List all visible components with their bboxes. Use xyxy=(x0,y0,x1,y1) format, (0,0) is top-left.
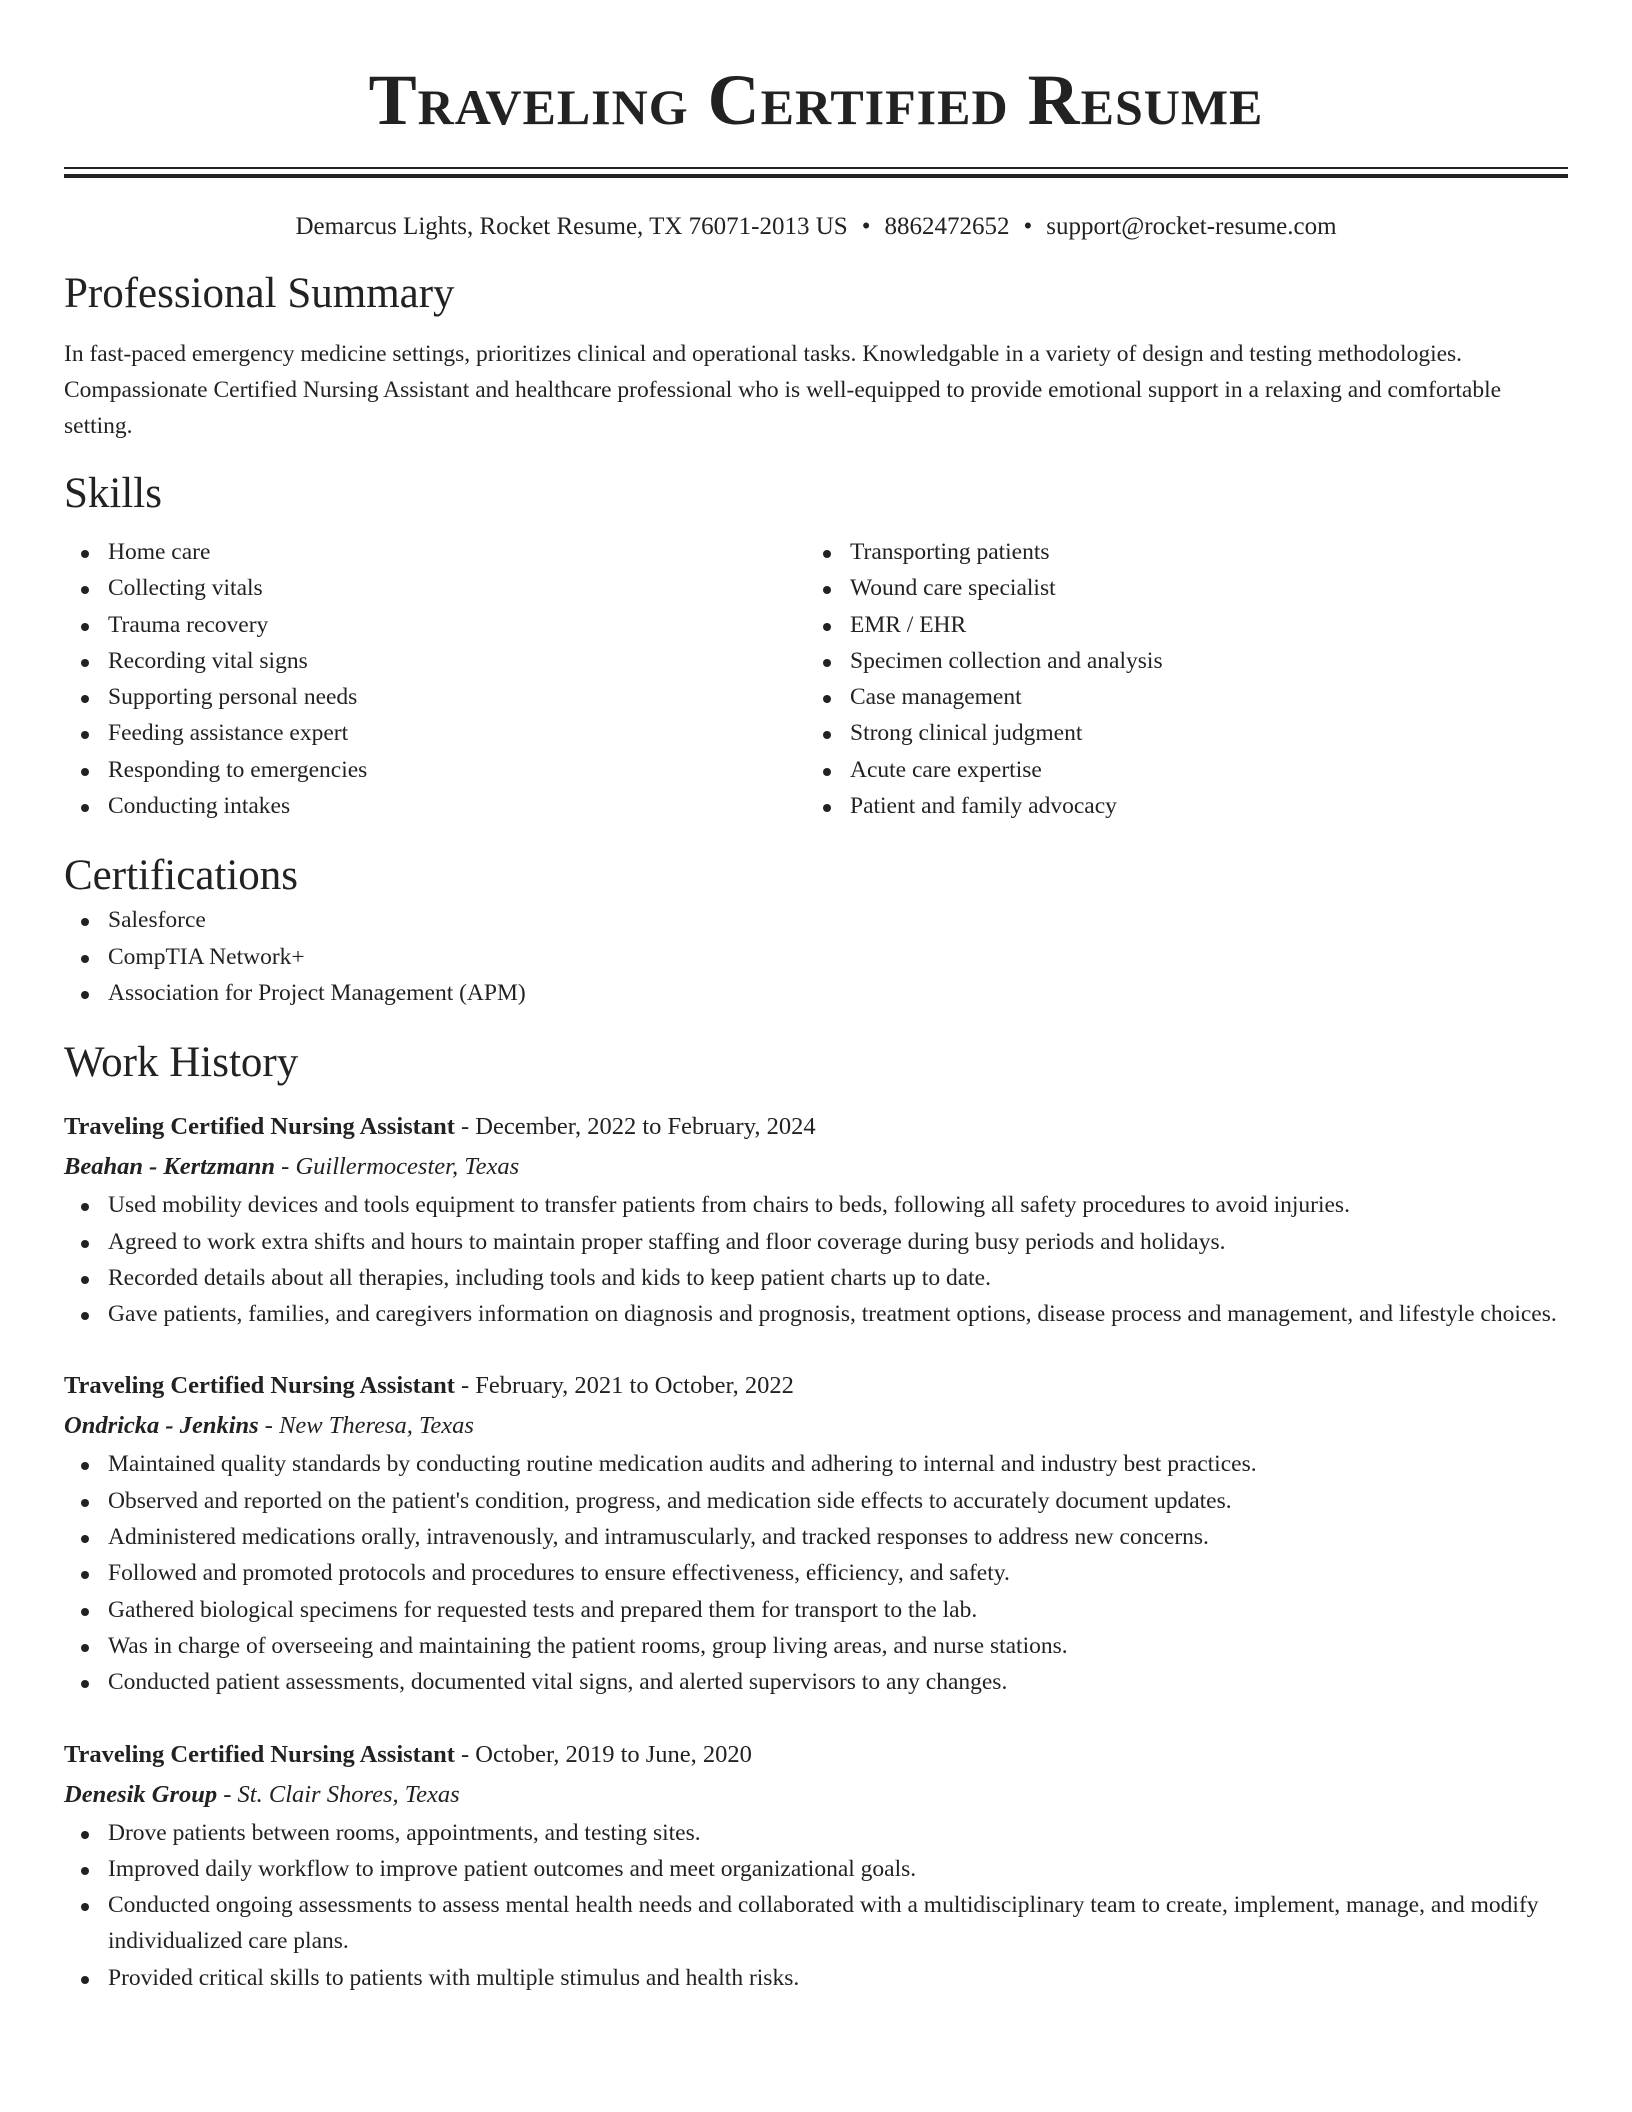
contact-phone: 8862472652 xyxy=(884,213,1010,240)
contact-address: Demarcus Lights, Rocket Resume, TX 76071-2013 US xyxy=(295,213,848,240)
job-dates: - October, 2019 to June, 2020 xyxy=(454,1740,752,1768)
job-duty-item: Conducted patient assessments, documented vital signs, and alerted supervisors to any changes. xyxy=(64,1664,1568,1700)
job-company: Beahan - Kertzmann xyxy=(64,1153,276,1181)
skill-item: Feeding assistance expert xyxy=(64,715,806,751)
title-divider-thin xyxy=(64,167,1568,169)
work-history-heading: Work History xyxy=(64,1039,299,1087)
job-duty-item: Used mobility devices and tools equipment to transfer patients from chairs to beds, following all safety procedures to avoid injuries. xyxy=(64,1187,1568,1223)
job-duty-item: Recorded details about all therapies, including tools and kids to keep patient charts up to date. xyxy=(64,1260,1568,1296)
skill-item: Supporting personal needs xyxy=(64,679,806,715)
job-duty-item: Agreed to work extra shifts and hours to maintain proper staffing and floor coverage during busy periods and holidays. xyxy=(64,1224,1568,1260)
job-company: Ondricka - Jenkins xyxy=(64,1412,259,1440)
job-title-line xyxy=(64,1735,1568,1775)
certification-item: Salesforce xyxy=(64,902,1568,938)
job-dates: - December, 2022 to February, 2024 xyxy=(454,1113,816,1141)
job-entry xyxy=(64,1366,1568,1700)
certifications-heading: Certifications xyxy=(64,852,299,900)
contact-separator: • xyxy=(1023,213,1033,240)
skill-item: Conducting intakes xyxy=(64,788,806,824)
job-location: - St. Clair Shores, Texas xyxy=(217,1780,460,1808)
skill-item: Strong clinical judgment xyxy=(806,715,1548,751)
skills-heading: Skills xyxy=(64,470,162,517)
skill-item: Trauma recovery xyxy=(64,607,806,643)
certification-item: CompTIA Network+ xyxy=(64,939,1568,975)
job-company: Denesik Group xyxy=(64,1780,218,1808)
summary-text: In fast-paced emergency medicine settings, prioritizes clinical and operational tasks. Knowledgable in a variety of design and testing methodologies. Compassionate Certified Nursing Assistant and healthcare professional who is well-equipped to provide emotional support in a relaxing and comfortable setting. xyxy=(64,341,1502,439)
job-duty-item: Gave patients, families, and caregivers information on diagnosis and prognosis, treatment options, disease process and management, and lifestyle choices. xyxy=(64,1296,1568,1332)
skills-column-right xyxy=(806,534,1548,824)
certification-item: Association for Project Management (APM) xyxy=(64,975,1568,1011)
job-title: Traveling Certified Nursing Assistant xyxy=(64,1740,455,1768)
certifications-section xyxy=(64,850,1568,1011)
job-title: Traveling Certified Nursing Assistant xyxy=(64,1372,455,1400)
job-duty-item: Observed and reported on the patient's condition, progress, and medication side effects to accurately document updates. xyxy=(64,1483,1568,1519)
resume-page xyxy=(64,0,1568,1996)
skill-item: Transporting patients xyxy=(806,534,1548,570)
job-duty-item: Administered medications orally, intravenously, and intramuscularly, and tracked responses to address new concerns. xyxy=(64,1519,1568,1555)
contact-separator: • xyxy=(861,213,871,240)
job-company-line xyxy=(64,1775,1568,1815)
skills-column-left xyxy=(64,534,806,824)
job-duty-item: Provided critical skills to patients with multiple stimulus and health risks. xyxy=(64,1960,1568,1996)
job-duty-item: Conducted ongoing assessments to assess mental health needs and collaborated with a multidisciplinary team to create, implement, manage, and modify individualized care plans. xyxy=(64,1887,1568,1960)
job-duty-item: Gathered biological specimens for requested tests and prepared them for transport to the lab. xyxy=(64,1592,1568,1628)
skills-section xyxy=(64,468,1568,824)
job-title: Traveling Certified Nursing Assistant xyxy=(64,1113,455,1141)
resume-title: Traveling Certified Resume xyxy=(368,60,1264,140)
job-duty-item: Was in charge of overseeing and maintaining the patient rooms, group living areas, and nurse stations. xyxy=(64,1628,1568,1664)
skills-list-left xyxy=(64,534,806,824)
skill-item: Patient and family advocacy xyxy=(806,788,1548,824)
job-duty-item: Drove patients between rooms, appointments, and testing sites. xyxy=(64,1815,1568,1851)
summary-heading: Professional Summary xyxy=(64,270,455,317)
contact-line xyxy=(64,212,1568,242)
certifications-list xyxy=(64,902,1568,1011)
job-location: - New Theresa, Texas xyxy=(258,1412,474,1440)
job-entry xyxy=(64,1107,1568,1332)
skills-columns xyxy=(64,534,1568,824)
job-duty-item: Maintained quality standards by conducting routine medication audits and adhering to internal and industry best practices. xyxy=(64,1446,1568,1482)
job-duty-item: Improved daily workflow to improve patient outcomes and meet organizational goals. xyxy=(64,1851,1568,1887)
job-duty-item: Followed and promoted protocols and procedures to ensure effectiveness, efficiency, and safety. xyxy=(64,1555,1568,1591)
skill-item: Collecting vitals xyxy=(64,570,806,606)
job-title-line xyxy=(64,1107,1568,1147)
contact-email: support@rocket-resume.com xyxy=(1046,213,1337,240)
skill-item: Specimen collection and analysis xyxy=(806,643,1548,679)
skill-item: Recording vital signs xyxy=(64,643,806,679)
summary-section xyxy=(64,268,1568,444)
skill-item: Home care xyxy=(64,534,806,570)
title-divider-thick xyxy=(64,174,1568,178)
skill-item: Acute care expertise xyxy=(806,752,1548,788)
job-duties-list xyxy=(64,1815,1568,1996)
work-history-section xyxy=(64,1037,1568,1996)
skill-item: Wound care specialist xyxy=(806,570,1548,606)
skills-list-right xyxy=(806,534,1548,824)
job-title-line xyxy=(64,1366,1568,1406)
job-location: - Guillermocester, Texas xyxy=(275,1153,520,1181)
job-company-line xyxy=(64,1406,1568,1446)
job-entry xyxy=(64,1735,1568,1996)
job-duties-list xyxy=(64,1187,1568,1332)
job-company-line xyxy=(64,1147,1568,1187)
job-duties-list xyxy=(64,1446,1568,1700)
skill-item: Responding to emergencies xyxy=(64,752,806,788)
skill-item: Case management xyxy=(806,679,1548,715)
job-dates: - February, 2021 to October, 2022 xyxy=(454,1372,794,1400)
skill-item: EMR / EHR xyxy=(806,607,1548,643)
